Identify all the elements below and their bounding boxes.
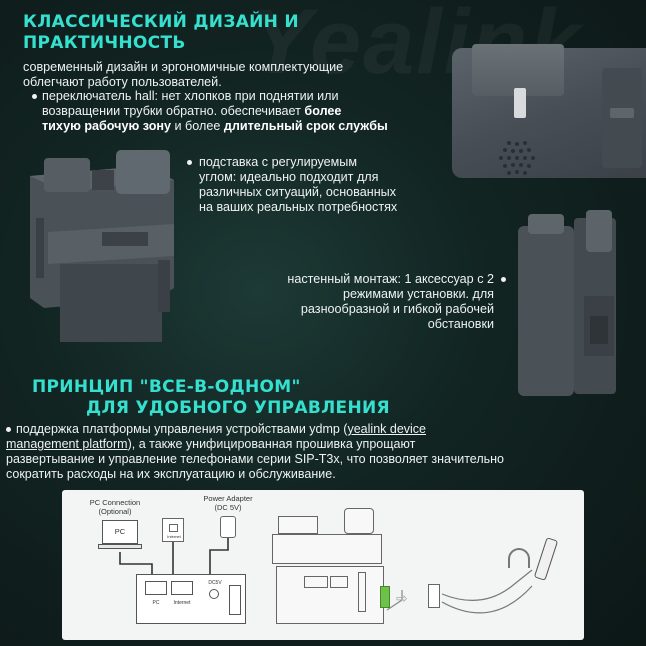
stand-image: [24, 148, 180, 344]
wall-line-4: обстановки: [427, 317, 494, 331]
power-adapter-text: Power Adapter: [203, 494, 253, 503]
hook-jack-icon: [428, 584, 440, 608]
management-bullet: [6, 422, 626, 482]
port-internet-label: Internet: [173, 600, 191, 606]
section1-title-line1: КЛАССИЧЕСКИЙ ДИЗАЙН И: [23, 12, 299, 32]
mgmt-line-2-text: ), а также унифицированная прошивка упрощают: [127, 437, 416, 451]
headset-icon: [508, 548, 530, 568]
internet-box-label: Internet: [167, 534, 181, 539]
ethernet-tag-icon: [380, 586, 390, 608]
hook-line-1: переключатель hall: нет хлопков при поднятии или: [42, 89, 339, 103]
phone-back-image: [452, 48, 646, 178]
stand-line-4: на ваших реальных потребностях: [199, 200, 398, 214]
hook-line-2: [42, 104, 452, 119]
hook-line-3: [42, 119, 452, 134]
mgmt-line-1: [16, 422, 626, 437]
connection-diagram: [62, 490, 584, 640]
phone-back-panel: [136, 574, 246, 624]
port-dc-label: DC5V: [208, 580, 222, 586]
stand-line-3: различных ситуаций, основанных: [199, 185, 396, 199]
dc-5v-text: (DC 5V): [214, 503, 242, 512]
bullet-dot: [501, 277, 506, 282]
bullet-dot: [6, 427, 11, 432]
mgmt-line-4: сократить расходы на их эксплуатацию и обслуживание.: [6, 467, 336, 481]
intro-line-1: современный дизайн и эргономичные комплектующие: [23, 60, 344, 74]
hook-switch-bullet: [32, 89, 452, 134]
hook-line-2-text: возвращении трубки обратно. обеспечивает: [42, 104, 305, 118]
arrow-right-icon: ⇨: [396, 590, 408, 606]
wall-mount-bullet: [220, 272, 506, 332]
hook-line-2-bold: более: [304, 104, 342, 118]
wall-line-3: разнообразной и гибкой рабочей: [300, 302, 494, 316]
speaker-grille-icon: [482, 128, 552, 178]
optional-text: (Optional): [98, 507, 132, 516]
wall-line-2: режимами установки. для: [343, 287, 494, 301]
ydmp-link[interactable]: yealink device: [347, 422, 426, 436]
mgmt-line-1-text: поддержка платформы управления устройствами ydmp (: [16, 422, 348, 436]
mgmt-line-2: [6, 437, 626, 452]
wall-mount-image: [508, 206, 628, 398]
wall-line-1: настенный монтаж: 1 аксессуар с 2: [287, 272, 494, 286]
section2-title-line1: ПРИНЦИП "ВСЕ-В-ОДНОМ": [32, 377, 301, 397]
section1-intro: [23, 60, 433, 90]
pc-connection-text: PC Connection: [89, 498, 141, 507]
intro-line-2: облегчают работу пользователей.: [23, 75, 222, 89]
hook-line-3-bold2: длительный срок службы: [223, 119, 388, 133]
stand-line-1: подставка с регулируемым: [199, 155, 357, 169]
stand-bullet: [187, 155, 467, 215]
stand-line-2: углом: идеально подходит для: [199, 170, 379, 184]
section2-title-line2: ДЛЯ УДОБНОГО УПРАВЛЕНИЯ: [86, 398, 390, 418]
ydmp-link-cont[interactable]: management platform: [6, 437, 128, 451]
hook-line-3-text: и более: [171, 119, 224, 133]
pc-label: PC: [114, 527, 126, 536]
phone-line-drawing: [272, 516, 388, 632]
section1-title-line2: ПРАКТИЧНОСТЬ: [23, 33, 186, 53]
bullet-dot: [187, 160, 192, 165]
mgmt-line-3: развертывание и управление телефонами серии SIP-T3x, что позволяет значительно: [6, 452, 504, 466]
hook-line-3-bold1: тихую рабочую зону: [42, 119, 171, 133]
port-pc-label: PC: [152, 600, 160, 606]
bullet-dot: [32, 94, 37, 99]
